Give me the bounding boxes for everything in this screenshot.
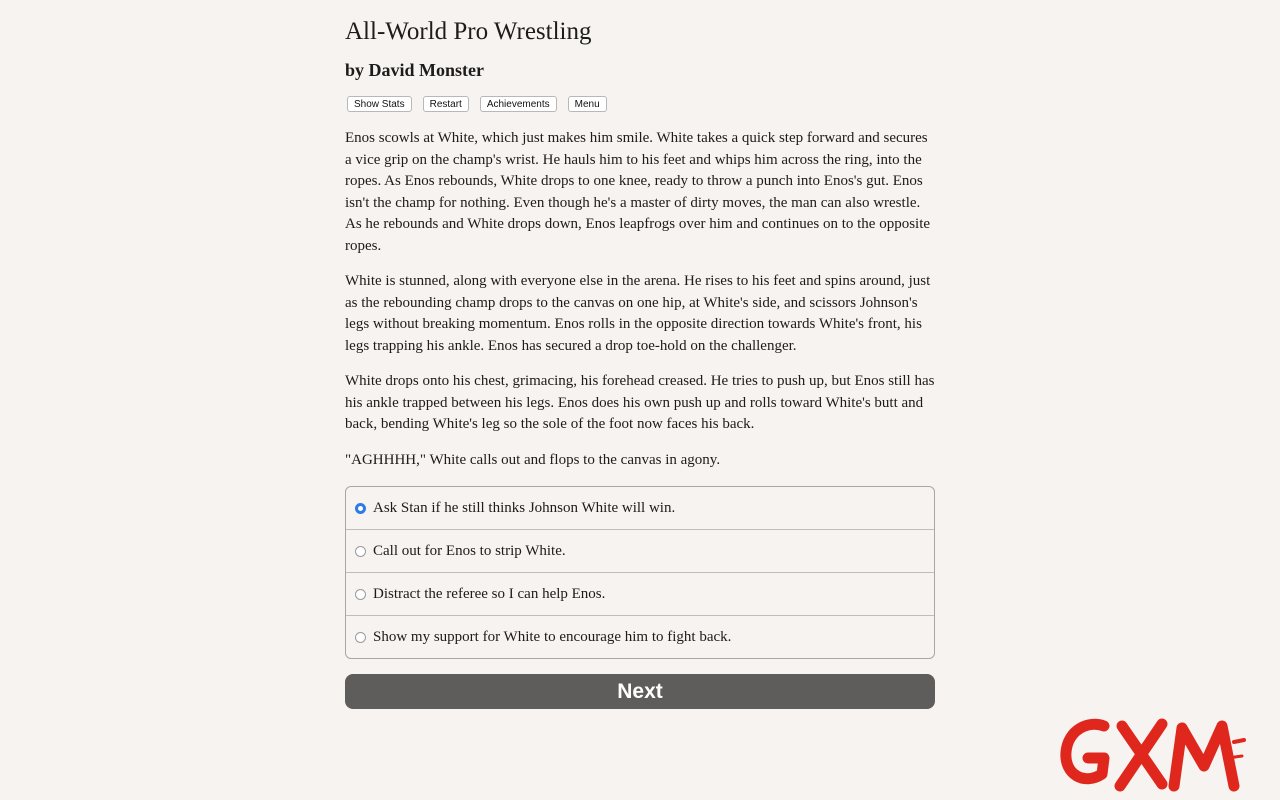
story-paragraph: Enos scowls at White, which just makes him smile. White takes a quick step forward and secures a vice grip on the champ's wrist. He hauls him to his feet and whips him across the ring, into the ropes. As Enos rebounds, White drops to one knee, ready to throw a punch into Enos's gut. Enos isn't the champ for nothing. Even though he's a master of dirty moves, the man can also wrestle. As he rebounds and White drops down, Enos leapfrogs over him and continues on to the opposite ropes. [345,130,931,254]
story-paragraph: "AGHHHH," White calls out and flops to the canvas in agony. [345,451,721,468]
radio-button[interactable] [355,589,366,600]
choice-label: Ask Stan if he still thinks Johnson White will win. [373,499,676,516]
game-container [345,14,935,709]
radio-button-selected[interactable] [355,503,366,514]
show-stats-button[interactable]: Show Stats [347,96,412,112]
choice-option[interactable] [346,615,934,658]
gxm-watermark-logo [1058,712,1248,798]
menu-button[interactable]: Menu [568,96,607,112]
radio-button[interactable] [355,546,366,557]
story-paragraph: White is stunned, along with everyone else in the arena. He rises to his feet and spins around, just as the rebounding champ drops to the canvas on one hip, at White's side, and scissors Johnson's legs without breaking momentum. Enos rolls in the opposite direction towards White's front, his legs trapping his ankle. Enos has secured a drop toe-hold on the challenger. [345,273,931,354]
story-paragraph: White drops onto his chest, grimacing, his forehead creased. He tries to push up, but Enos still has his ankle trapped between his legs. Enos does his own push up and rolls toward White's butt and back, bending White's leg so the sole of the foot now faces his back. [345,373,935,432]
restart-button[interactable]: Restart [423,96,469,112]
story-text [345,128,935,471]
achievements-button[interactable]: Achievements [480,96,557,112]
choice-option[interactable] [346,572,934,615]
game-title: All-World Pro Wrestling [345,18,592,45]
choice-list [345,486,935,659]
choice-label: Distract the referee so I can help Enos. [373,585,606,602]
choice-label: Show my support for White to encourage him to fight back. [373,628,732,645]
game-author: by David Monster [345,60,484,80]
choice-label: Call out for Enos to strip White. [373,542,566,559]
choice-option[interactable] [346,487,934,529]
radio-button[interactable] [355,632,366,643]
choice-option[interactable] [346,529,934,572]
next-button[interactable]: Next [345,674,935,709]
toolbar [345,96,935,112]
